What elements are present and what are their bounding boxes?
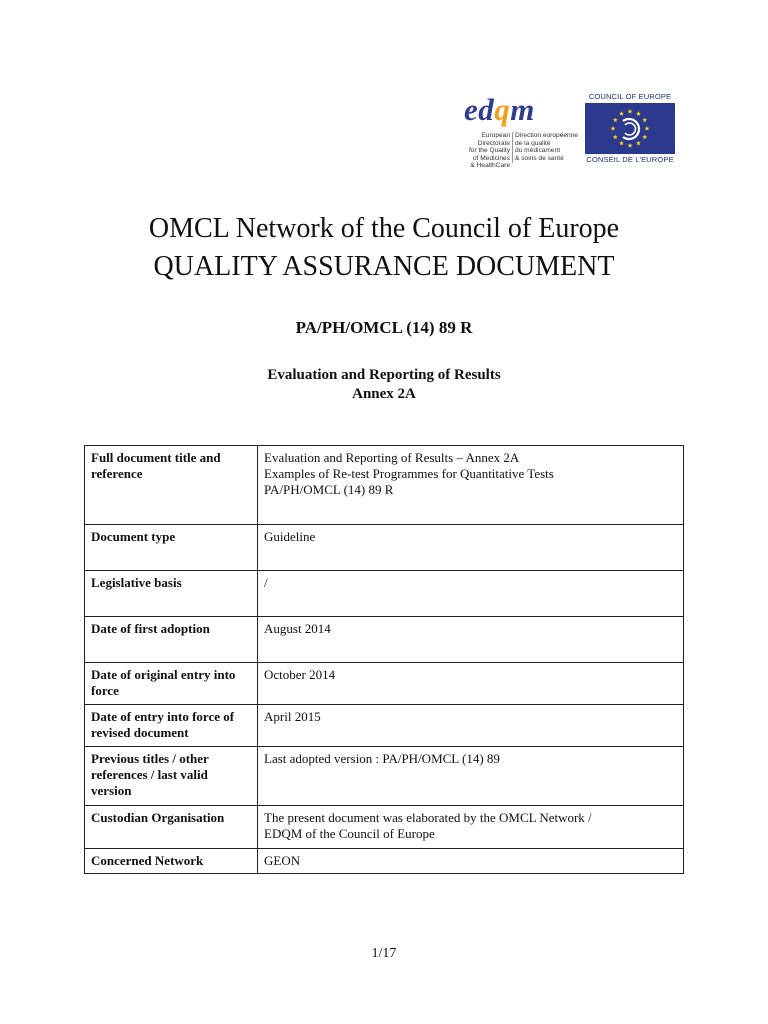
edqm-tagline-fr: Direction européenne de la qualité du médicament & soins de santé [515, 132, 579, 162]
row-label: Legislative basis [85, 571, 258, 617]
row-value: / [258, 571, 684, 617]
row-value: GEON [258, 849, 684, 874]
row-value: August 2014 [258, 617, 684, 663]
document-annex: Annex 2A [352, 386, 416, 402]
coe-logo-top-text: COUNCIL OF EUROPE [588, 92, 672, 101]
coe-logo-bottom-text: CONSEIL DE L'EUROPE [586, 155, 674, 164]
table-row [85, 525, 684, 571]
table-row [85, 705, 684, 747]
row-value: October 2014 [258, 663, 684, 705]
row-label: Date of first adoption [85, 617, 258, 663]
table-row [85, 617, 684, 663]
row-label: Document type [85, 525, 258, 571]
page-number: 1/17 [371, 946, 397, 961]
table-row [85, 849, 684, 874]
table-row [85, 663, 684, 705]
document-reference: PA/PH/OMCL (14) 89 R [295, 318, 473, 337]
row-label: Previous titles / other references / last valid version [85, 747, 258, 806]
row-label: Custodian Organisation [85, 806, 258, 849]
document-topic-line1: Evaluation and Reporting of Results [267, 367, 501, 383]
table-row [85, 806, 684, 849]
table-row [85, 446, 684, 525]
edqm-tagline-en: European Directorate for the Quality of Medicines & HealthCare [468, 132, 510, 170]
page-subtitle: QUALITY ASSURANCE DOCUMENT [153, 251, 615, 282]
edqm-logo [454, 92, 579, 170]
table-row [85, 747, 684, 806]
council-of-europe-logo [582, 92, 678, 167]
row-value: April 2015 [258, 705, 684, 747]
header-logos [450, 92, 690, 172]
table-row [85, 571, 684, 617]
row-value: Guideline [258, 525, 684, 571]
row-value: Last adopted version : PA/PH/OMCL (14) 89 [258, 747, 684, 806]
coe-flag [585, 103, 675, 154]
row-label: Full document title and reference [85, 446, 258, 525]
edqm-wordmark: edqm [464, 92, 535, 127]
row-value: The present document was elaborated by the OMCL Network / EDQM of the Council of Europe [258, 806, 684, 849]
document-topic [0, 366, 768, 404]
row-label: Concerned Network [85, 849, 258, 874]
row-value: Evaluation and Reporting of Results – Annex 2A Examples of Re-test Programmes for Quantitative Tests PA/PH/OMCL (14) 89 R [258, 446, 684, 525]
row-label: Date of original entry into force [85, 663, 258, 705]
coe-stars-icon [585, 103, 675, 154]
document-info-table [84, 445, 684, 874]
page-title [0, 210, 768, 286]
page-title-line1: OMCL Network of the Council of Europe [148, 213, 620, 244]
row-label: Date of entry into force of revised document [85, 705, 258, 747]
edqm-separator [512, 132, 513, 163]
